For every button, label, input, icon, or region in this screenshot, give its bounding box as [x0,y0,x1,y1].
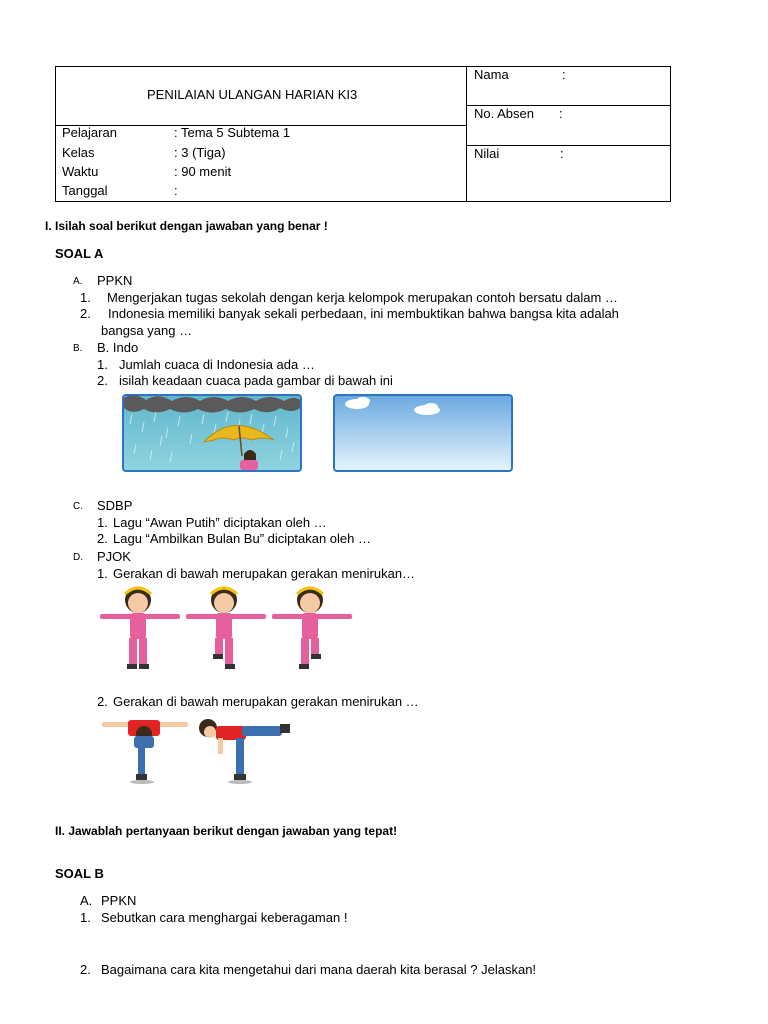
label-nama: Nama [474,67,509,82]
rainy-weather-image [122,394,302,472]
item-text-continued: bangsa yang … [101,323,193,338]
item-number: 1. [97,566,108,581]
group-c-subject: SDBP [97,498,133,513]
label-tanggal: Tanggal [62,183,108,198]
label-no-absen: No. Absen [474,106,534,121]
item-number: 2. [80,962,91,977]
item-number: 1. [97,515,108,530]
item-text: Lagu “Awan Putih” diciptakan oleh … [113,515,327,530]
value-tanggal: : [174,183,178,198]
item-text: Lagu “Ambilkan Bulan Bu” diciptakan oleh … [113,531,371,546]
value-nama: : [562,67,566,82]
group-d-subject: PJOK [97,549,131,564]
group-b-letter: B. [73,343,83,354]
item-number: 2. [97,373,108,388]
group-a-letter: A. [73,276,83,287]
table-divider-vertical [466,67,467,201]
item-text: Bagaimana cara kita mengetahui dari mana daerah kita berasal ? Jelaskan! [101,962,537,977]
exam-title: PENILAIAN ULANGAN HARIAN KI3 [147,87,358,102]
group-a-subject: PPKN [97,273,133,288]
boys-balancing-image [100,712,296,788]
item-number: 1. [80,290,91,305]
item-number: 2. [97,531,108,546]
item-text: Gerakan di bawah merupakan gerakan menirukan… [113,566,416,581]
section1-heading: I. Isilah soal berikut dengan jawaban yang benar ! [45,219,328,233]
group-b-subject: B. Indo [97,340,139,355]
value-pelajaran: : Tema 5 Subtema 1 [174,125,291,140]
label-kelas: Kelas [62,145,95,160]
value-no-absen: : [559,106,563,121]
item-number: 2. [80,306,91,321]
item-text: isilah keadaan cuaca pada gambar di bawah ini [119,373,393,388]
section2-heading: II. Jawablah pertanyaan berikut dengan jawaban yang tepat! [55,824,398,838]
group-c-letter: C. [73,501,83,512]
item-number: 2. [97,694,108,709]
item-text: Sebutkan cara menghargai keberagaman ! [101,910,348,925]
soal-a-title: SOAL A [55,246,104,261]
sunny-weather-image [333,394,513,472]
item-text: Indonesia memiliki banyak sekali perbedaan, ini membuktikan bahwa bangsa kita adalah [108,306,619,321]
item-number: 1. [97,357,108,372]
header-table [55,66,671,202]
item-number: 1. [80,910,91,925]
soal-b-title: SOAL B [55,866,104,881]
value-kelas: : 3 (Tiga) [174,145,226,160]
item-text: Mengerjakan tugas sekolah dengan kerja kelompok merupakan contoh bersatu dalam … [107,290,618,305]
group-d-letter: D. [73,552,83,563]
value-nilai: : [560,146,564,161]
section2-group-subject: PPKN [101,893,137,908]
section2-group-letter: A. [80,893,93,908]
label-waktu: Waktu [62,164,99,179]
girls-arms-outstretched-image [96,584,358,674]
label-pelajaran: Pelajaran [62,125,117,140]
value-waktu: : 90 menit [174,164,232,179]
item-text: Gerakan di bawah merupakan gerakan menirukan … [113,694,419,709]
item-text: Jumlah cuaca di Indonesia ada … [119,357,315,372]
label-nilai: Nilai [474,146,500,161]
